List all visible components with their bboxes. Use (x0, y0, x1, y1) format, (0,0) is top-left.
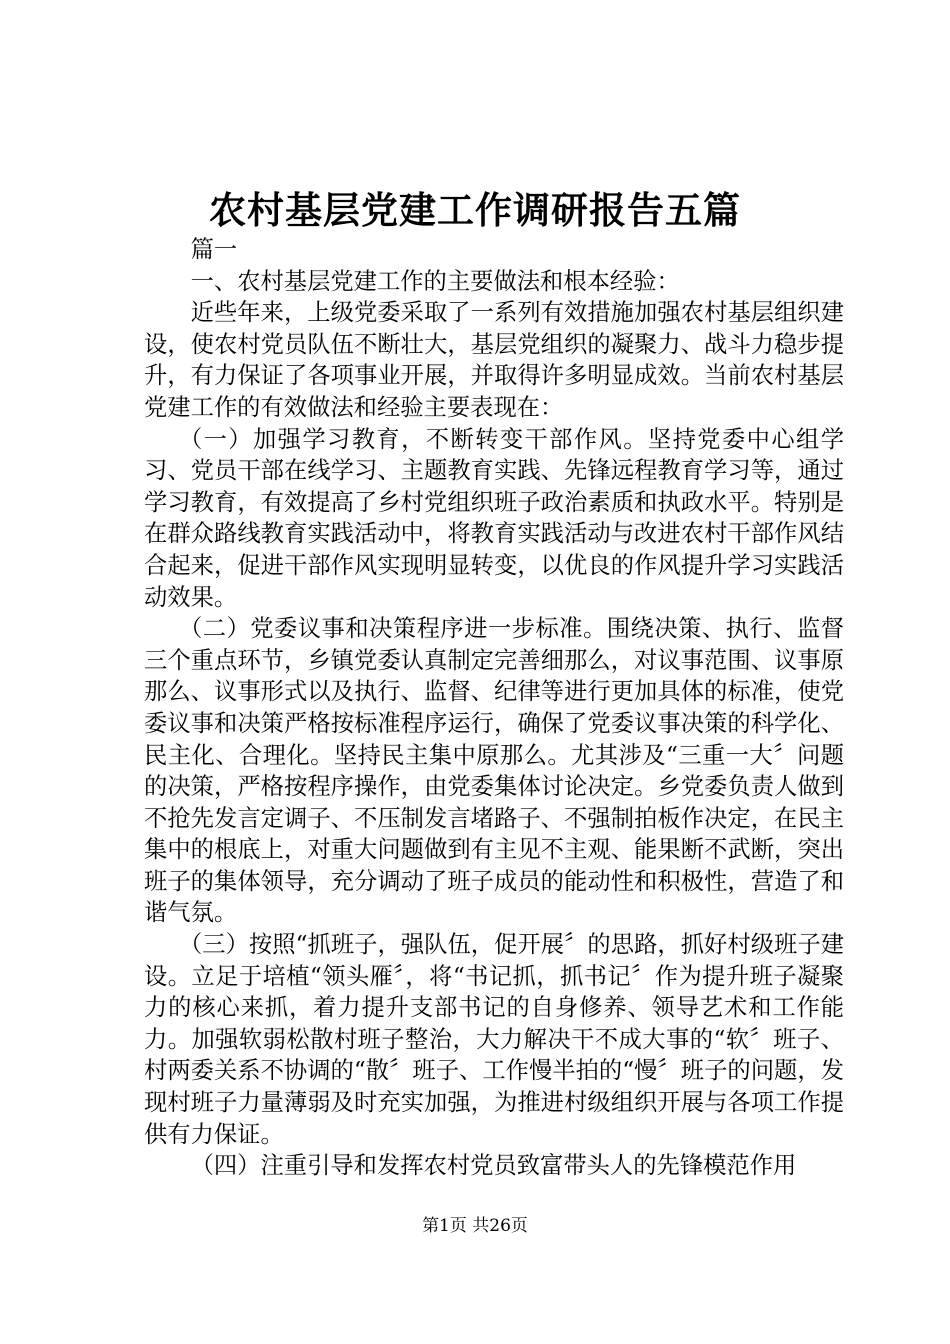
document-body (144, 234, 844, 1182)
section-label: 篇一 (190, 236, 238, 263)
page-footer: 第1页 共26页 (422, 1216, 528, 1236)
paragraph-intro: 近些年来，上级党委采取了一系列有效措施加强农村基层组织建设，使农村党员队伍不断壮大，基层党组织的凝聚力、战斗力稳步提升，有力保证了各项事业开展，并取得许多明显成效。当前农村基层党建工作的有效做法和经验主要表现在： (144, 299, 844, 421)
paragraph-item-1: （一）加强学习教育，不断转变干部作风。坚持党委中心组学习、党员干部在线学习、主题教育实践、先锋远程教育学习等，通过学习教育，有效提高了乡村党组织班子政治素质和执政水平。特别是在群众路线教育实践活动中，将教育实践活动与改进农村干部作风结合起来，促进干部作风实现明显转变，以优良的作风提升学习实践活动效果。 (144, 425, 844, 611)
paragraph-item-3: （三）按照“抓班子，强队伍，促开展〞的思路，抓好村级班子建设。立足于培植“领头雁〞，将“书记抓，抓书记〞作为提升班子凝聚力的核心来抓，着力提升支部书记的自身修养、领导艺术和工作能力。加强软弱松散村班子整治，大力解决干不成大事的“软〞班子、村两委关系不协调的“散〞班子、工作慢半拍的“慢〞班子的问题，发现村班子力量薄弱及时充实加强，为推进村级组织开展与各项工作提供有力保证。 (144, 931, 844, 1148)
paragraph-item-4: （四）注重引导和发挥农村党员致富带头人的先锋模范作用 (190, 1152, 797, 1180)
document-title: 农村基层党建工作调研报告五篇 (209, 188, 741, 232)
section-heading: 一、农村基层党建工作的主要做法和根本经验： (190, 267, 680, 295)
paragraph-item-2: （二）党委议事和决策程序进一步标准。围绕决策、执行、监督三个重点环节，乡镇党委认真制定完善细那么，对议事范围、议事原那么、议事形式以及执行、监督、纪律等进行更加具体的标准，使党委议事和决策严格按标准程序运行，确保了党委议事决策的科学化、民主化、合理化。坚持民主集中原那么。尤其涉及“三重一大〞问题的决策，严格按程序操作，由党委集体讨论决定。乡党委负责人做到不抢先发言定调子、不压制发言堵路子、不强制拍板作决定，在民主集中的根底上，对重大问题做到有主见不主观、能果断不武断，突出班子的集体领导，充分调动了班子成员的能动性和积极性，营造了和谐气氛。 (144, 615, 844, 927)
